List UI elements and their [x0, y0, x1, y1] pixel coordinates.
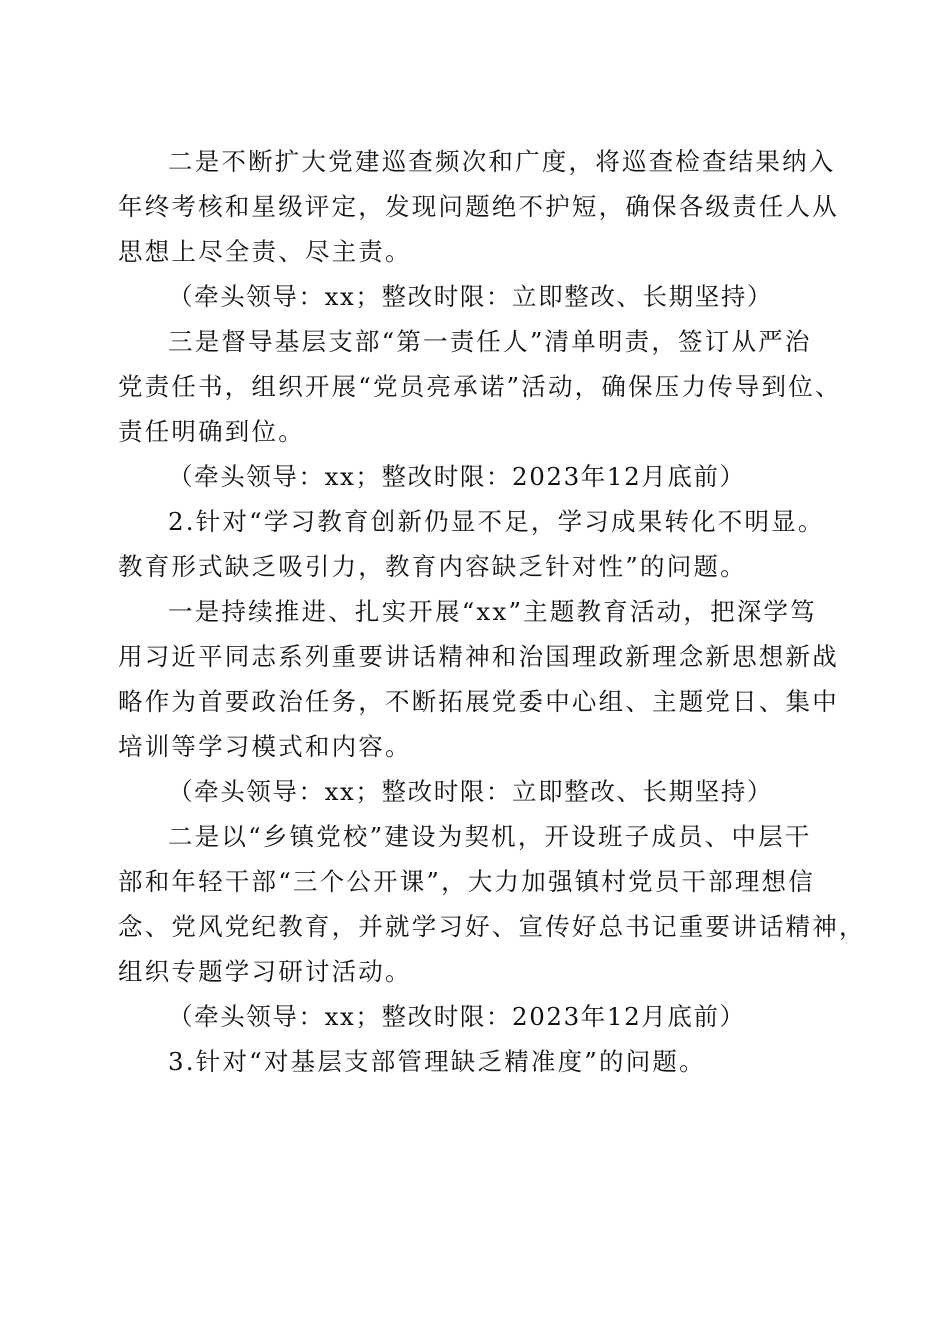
paragraph-line: 党责任书，组织开展“党员亮承诺”活动，确保压力传导到位、 — [118, 372, 842, 401]
section-heading-line: 3.针对“对基层支部管理缺乏精准度”的问题。 — [168, 1047, 706, 1076]
responsibility-note: （牵头领导：xx；整改时限：2023年12月底前） — [168, 462, 746, 491]
paragraph-line: 责任明确到位。 — [118, 417, 305, 446]
paragraph-line: 一是持续推进、扎实开展“xx”主题教育活动，把深学笃 — [168, 597, 817, 626]
paragraph-line: 思想上尽全责、尽主责。 — [118, 237, 412, 266]
paragraph-line: 略作为首要政治任务，不断拓展党委中心组、主题党日、集中 — [118, 687, 839, 716]
section-heading-line: 教育形式缺乏吸引力，教育内容缺乏针对性”的问题。 — [118, 552, 747, 581]
paragraph-line: 念、党风党纪教育，并就学习好、宣传好总书记重要讲话精神， — [118, 912, 866, 941]
paragraph-line: 二是以“乡镇党校”建设为契机，开设班子成员、中层干 — [168, 822, 812, 851]
responsibility-note: （牵头领导：xx；整改时限：2023年12月底前） — [168, 1002, 746, 1031]
responsibility-note: （牵头领导：xx；整改时限：立即整改、长期坚持） — [168, 282, 774, 311]
paragraph-line: 培训等学习模式和内容。 — [118, 732, 412, 761]
paragraph-line: 年终考核和星级评定，发现问题绝不护短，确保各级责任人从 — [118, 192, 839, 221]
responsibility-note: （牵头领导：xx；整改时限：立即整改、长期坚持） — [168, 777, 774, 806]
paragraph-line: 组织专题学习研讨活动。 — [118, 957, 412, 986]
paragraph-line: 三是督导基层支部“第一责任人”清单明责，签订从严治 — [168, 327, 812, 356]
section-heading-line: 2.针对“学习教育创新仍显不足，学习成果转化不明显。 — [168, 507, 825, 536]
paragraph-line: 部和年轻干部“三个公开课”，大力加强镇村党员干部理想信 — [118, 867, 815, 896]
paragraph-line: 用习近平同志系列重要讲话精神和治国理政新理念新思想新战 — [118, 642, 839, 671]
paragraph-line: 二是不断扩大党建巡查频次和广度，将巡查检查结果纳入 — [168, 147, 836, 176]
